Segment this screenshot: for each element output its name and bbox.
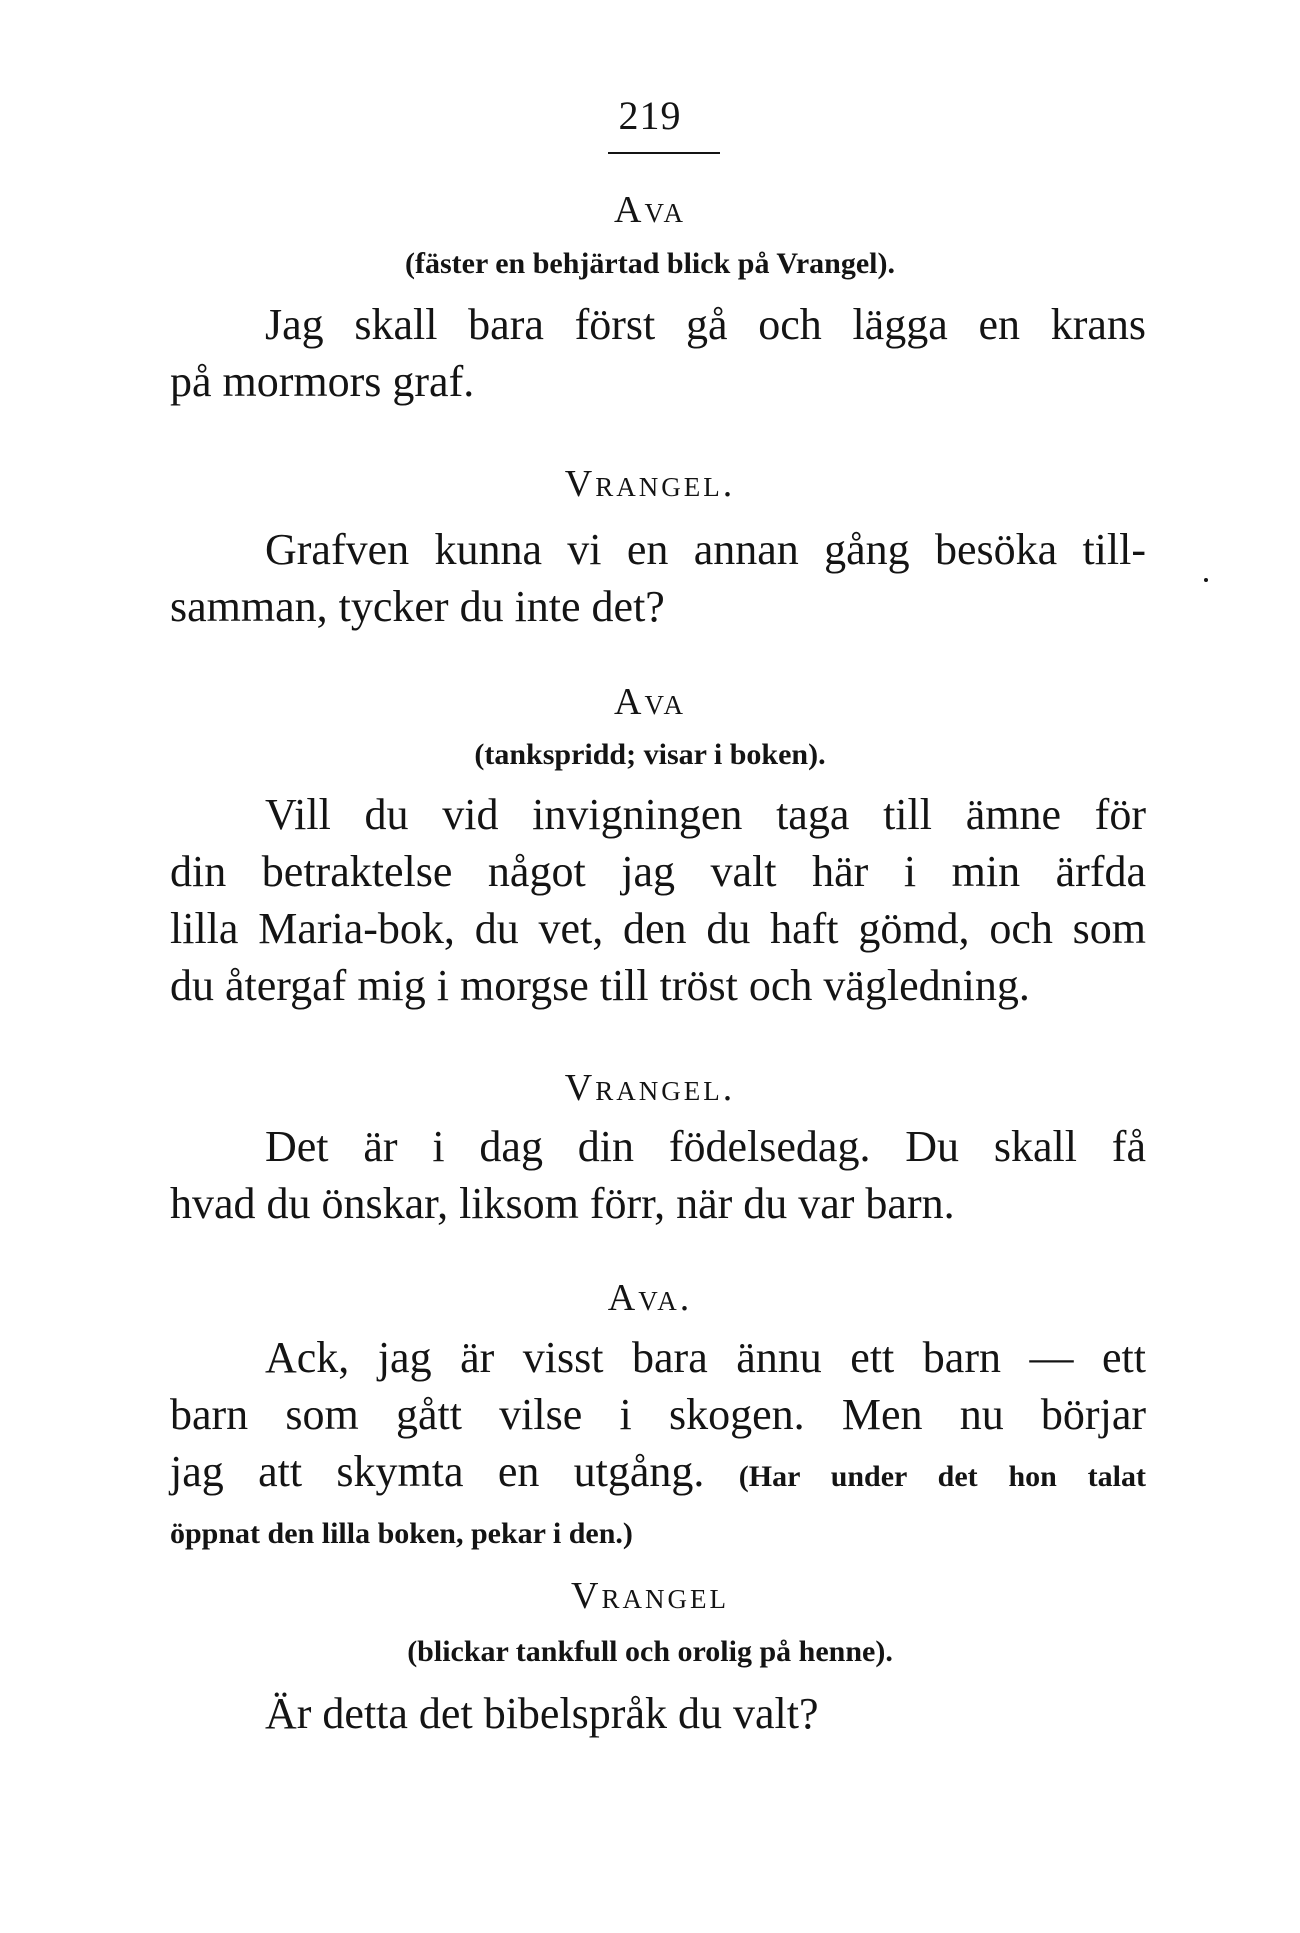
speech-line: Är detta det bibelspråk du valt? [265, 1689, 819, 1738]
speaker-ava: Ava. [607, 1277, 693, 1319]
stage-direction: (fäster en behjärtad blick på Vrangel). [405, 247, 895, 280]
speech-line: hvad du önskar, liksom förr, när du var barn. [170, 1179, 955, 1228]
speaker-vrangel: Vrangel. [564, 1067, 736, 1109]
speech-line: samman, tycker du inte det? [170, 582, 665, 631]
speaker-ava: Ava [614, 681, 686, 723]
stage-direction-continued: öppnat den lilla boken, pekar i den.) [170, 1517, 633, 1550]
speech-line: Det är i dag din födelsedag. Du skall få [265, 1122, 1146, 1171]
speech [170, 296, 1146, 410]
speech-line: Jag skall bara först gå och lägga en krans [265, 300, 1146, 349]
speech-text: jag att skymta en utgång. [170, 1447, 705, 1496]
speech [170, 1685, 1146, 1742]
speech-line: du återgaf mig i morgse till tröst och vägledning. [170, 961, 1030, 1010]
speaker-vrangel: Vrangel. [564, 463, 736, 505]
speech [170, 1329, 1146, 1562]
speech-line: barn som gått vilse i skogen. Men nu börjar [170, 1390, 1146, 1439]
stage-direction: (tankspridd; visar i boken). [474, 738, 826, 771]
print-speck [1204, 578, 1208, 582]
speech-line: din betraktelse något jag valt här i min ärfda [170, 847, 1146, 896]
speech-line-with-direction [170, 1443, 1146, 1505]
speech-line: Ack, jag är visst bara ännu ett barn — ett [265, 1333, 1146, 1382]
speech [170, 521, 1146, 635]
page-number-rule [608, 152, 720, 154]
inline-stage-direction: (Har under det hon talat [738, 1460, 1146, 1493]
speech-line: Vill du vid invigningen taga till ämne för [265, 790, 1146, 839]
speech-line: på mormors graf. [170, 357, 475, 406]
speech [170, 786, 1146, 1014]
speaker-vrangel: Vrangel [571, 1575, 729, 1617]
stage-direction: (blickar tankfull och orolig på henne). [407, 1635, 893, 1668]
speech-line: lilla Maria-bok, du vet, den du haft gömd, och som [170, 904, 1146, 953]
page-number: 219 [618, 93, 682, 138]
speaker-ava: Ava [614, 189, 686, 231]
speech [170, 1118, 1146, 1232]
speech-line: Grafven kunna vi en annan gång besöka till- [265, 525, 1146, 574]
